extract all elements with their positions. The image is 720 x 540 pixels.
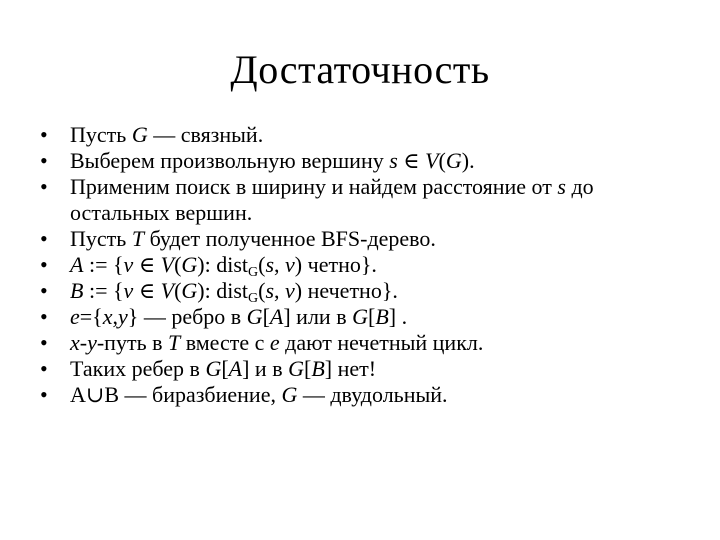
math-variable: G — [281, 382, 298, 407]
bullet-item — [40, 356, 690, 382]
bullet-list — [40, 122, 690, 408]
math-variable: s — [265, 278, 275, 303]
bullet-text — [70, 278, 690, 304]
math-variable: e — [70, 304, 80, 329]
math-variable: v — [123, 252, 134, 277]
math-variable: B — [311, 356, 325, 381]
math-variable: G — [181, 252, 198, 277]
bullet-item — [40, 252, 690, 278]
text-segment: := { — [83, 278, 124, 303]
text-segment: ∈ — [133, 278, 161, 303]
bullet-text — [70, 226, 690, 252]
bullet-marker: • — [40, 278, 48, 303]
math-variable: s — [557, 174, 566, 199]
math-variable: V — [160, 252, 175, 277]
bullet-marker: • — [40, 226, 48, 251]
math-variable: v — [285, 278, 295, 303]
math-variable: y — [118, 304, 128, 329]
bullet-item — [40, 304, 690, 330]
text-segment: , — [274, 252, 286, 277]
math-variable: x — [70, 330, 80, 355]
text-segment: ] или в — [283, 304, 353, 329]
text-segment: — связный. — [147, 122, 264, 147]
math-variable: A — [70, 252, 84, 277]
text-segment: , — [274, 278, 286, 303]
slide-title: Достаточность — [230, 47, 490, 92]
text-segment: := { — [83, 252, 124, 277]
text-segment: ] нет! — [324, 356, 377, 381]
text-segment: дают нечетный цикл. — [279, 330, 484, 355]
text-segment: -путь в — [96, 330, 168, 355]
text-segment: Пусть — [70, 226, 132, 251]
math-variable: v — [123, 278, 134, 303]
text-segment: ( — [174, 252, 182, 277]
bullet-marker: • — [40, 252, 48, 277]
text-segment: ( — [438, 148, 446, 173]
bullet-text — [70, 148, 690, 174]
bullet-item — [40, 330, 690, 356]
text-segment: ∈ — [133, 252, 161, 277]
text-segment: ( — [174, 278, 182, 303]
bullet-item — [40, 174, 690, 226]
text-segment: ): dist — [197, 278, 249, 303]
math-variable: B — [70, 278, 84, 303]
bullet-marker: • — [40, 304, 48, 329]
text-segment: до остальных вершин. — [70, 174, 594, 225]
math-variable: s — [265, 252, 275, 277]
bullet-marker: • — [40, 356, 48, 381]
math-variable: G — [352, 304, 368, 329]
subscript-text: G — [248, 291, 259, 306]
math-variable: G — [181, 278, 198, 303]
bullet-marker: • — [40, 122, 48, 147]
text-segment: [ — [367, 304, 376, 329]
text-segment: - — [79, 330, 88, 355]
text-segment: ] и в — [242, 356, 289, 381]
bullet-marker: • — [40, 148, 48, 173]
text-segment: вместе с — [180, 330, 270, 355]
subscript-text: G — [248, 265, 259, 280]
bullet-text — [70, 122, 690, 148]
math-variable: T — [168, 330, 181, 355]
math-variable: G — [288, 356, 304, 381]
math-variable: G — [445, 148, 462, 173]
math-variable: s — [389, 148, 398, 173]
text-segment: ): dist — [197, 252, 249, 277]
text-segment: ] . — [388, 304, 408, 329]
math-variable: B — [375, 304, 389, 329]
bullet-item — [40, 278, 690, 304]
bullet-text — [70, 382, 690, 408]
bullet-text — [70, 330, 690, 356]
bullet-text — [70, 304, 690, 330]
text-segment: A∪B — биразбиение, — [70, 382, 282, 407]
text-segment: Выберем произвольную вершину — [70, 148, 390, 173]
text-segment: ( — [258, 278, 266, 303]
math-variable: x — [102, 304, 113, 329]
text-segment: Пусть — [70, 122, 132, 147]
text-segment: ∈ — [397, 148, 426, 173]
math-variable: y — [87, 330, 97, 355]
math-variable: e — [269, 330, 280, 355]
text-segment: ( — [258, 252, 266, 277]
bullet-text — [70, 356, 690, 382]
math-variable: V — [425, 148, 439, 173]
bullet-item — [40, 226, 690, 252]
bullet-item — [40, 122, 690, 148]
text-segment: [ — [221, 356, 229, 381]
bullet-text — [70, 252, 690, 278]
bullet-marker: • — [40, 330, 48, 355]
bullet-text — [70, 174, 690, 226]
text-segment: ). — [461, 148, 475, 173]
math-variable: T — [131, 226, 145, 251]
bullet-item — [40, 382, 690, 408]
math-variable: v — [285, 252, 295, 277]
text-segment: [ — [304, 356, 312, 381]
text-segment: Таких ребер в — [70, 356, 206, 381]
bullet-item — [40, 148, 690, 174]
text-segment: } — ребро в — [127, 304, 247, 329]
math-variable: G — [205, 356, 222, 381]
bullet-marker: • — [40, 174, 48, 199]
text-segment: ={ — [79, 304, 103, 329]
math-variable: G — [246, 304, 263, 329]
text-segment: [ — [262, 304, 270, 329]
math-variable: G — [131, 122, 148, 147]
text-segment: , — [112, 304, 118, 329]
math-variable: A — [228, 356, 243, 381]
math-variable: V — [160, 278, 175, 303]
text-segment: будет полученное BFS-дерево. — [144, 226, 436, 251]
text-segment: ) нечетно}. — [294, 278, 398, 303]
math-variable: A — [269, 304, 284, 329]
text-segment: Применим поиск в ширину и найдем расстояние от — [70, 174, 558, 199]
bullet-marker: • — [40, 382, 48, 407]
text-segment: ) четно}. — [294, 252, 377, 277]
text-segment: — двудольный. — [297, 382, 448, 407]
